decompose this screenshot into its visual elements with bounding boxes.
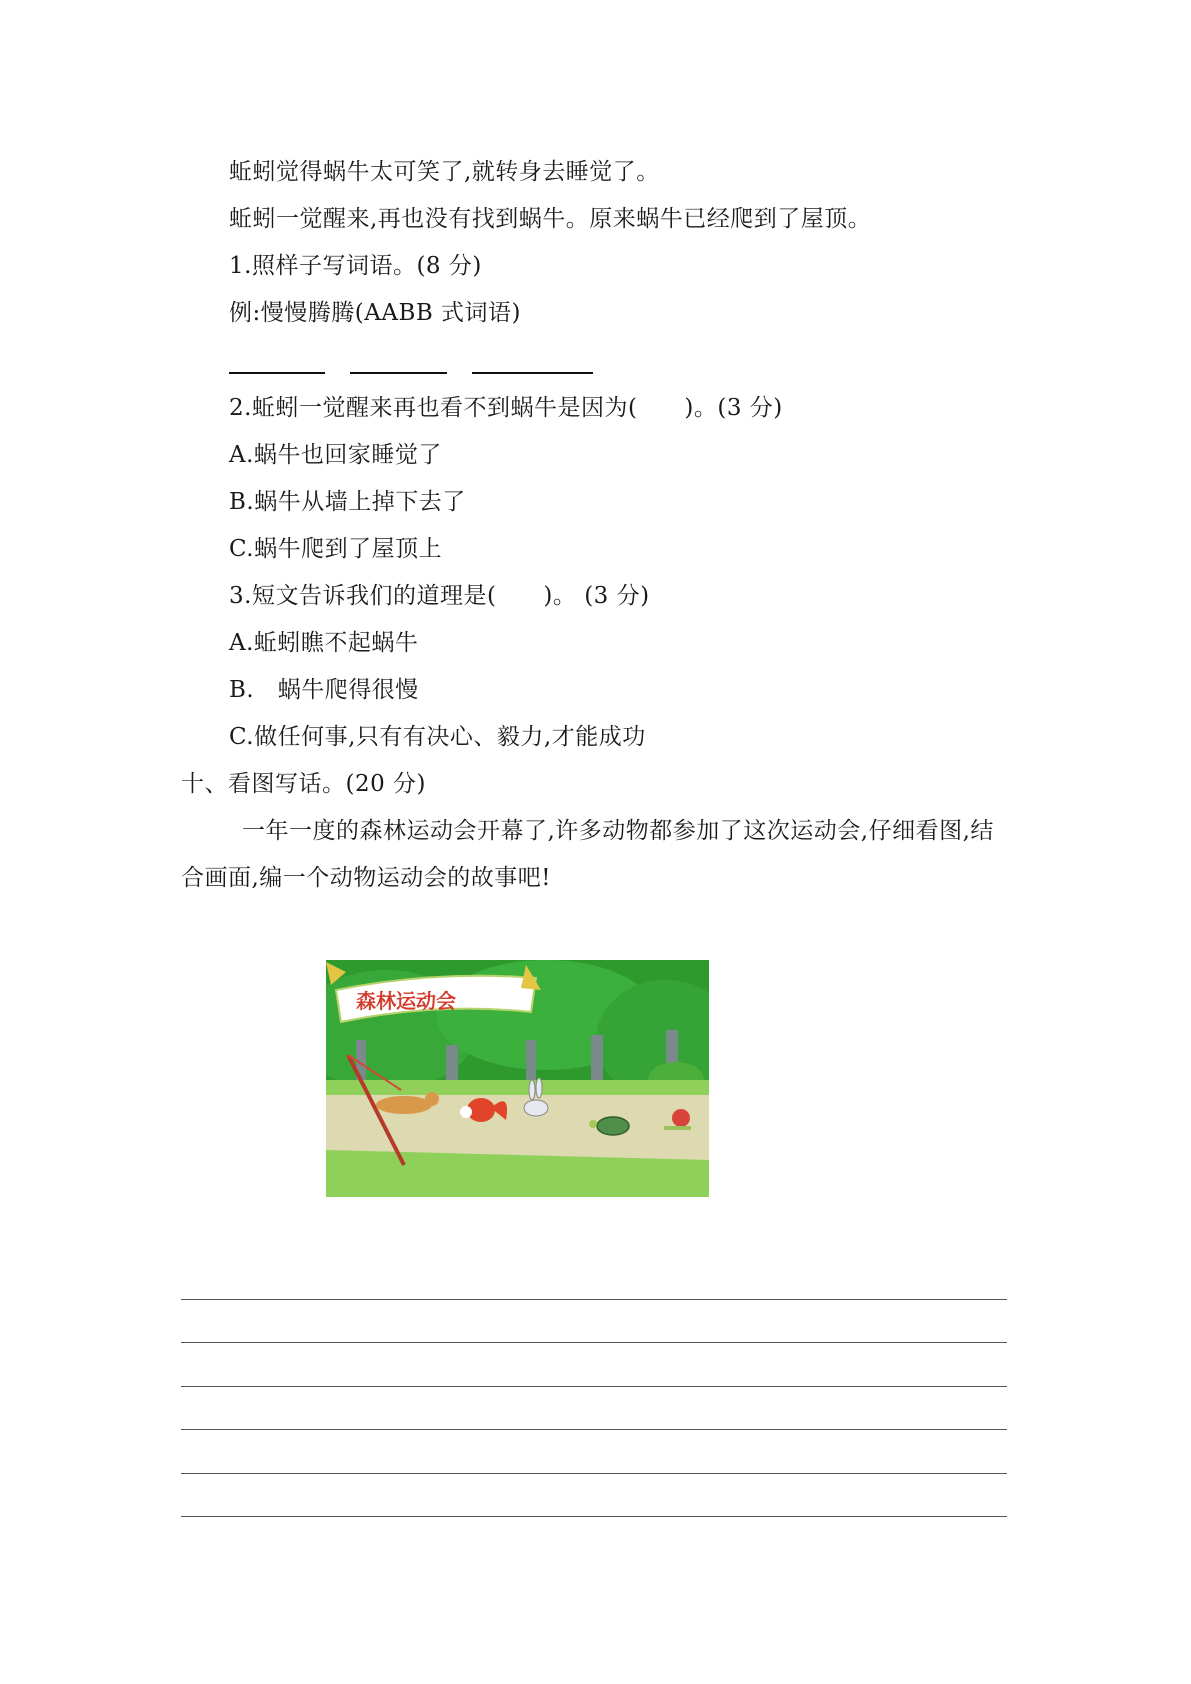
question-2-option-c[interactable]: C.蜗牛爬到了屋顶上 — [229, 536, 443, 562]
question-2-title: 2.蚯蚓一觉醒来再也看不到蜗牛是因为( )。(3 分) — [229, 395, 783, 421]
answer-blank-1[interactable] — [229, 372, 325, 374]
banner-text: 森林运动会 — [356, 989, 456, 1013]
writing-line[interactable] — [181, 1342, 1007, 1343]
question-3-option-b[interactable]: B. 蜗牛爬得很慢 — [229, 677, 419, 703]
section-10-title: 十、看图写话。(20 分) — [181, 771, 427, 797]
question-1-example: 例:慢慢腾腾(AABB 式词语) — [229, 300, 522, 326]
question-3-title: 3.短文告诉我们的道理是( )。 (3 分) — [229, 583, 650, 609]
writing-line[interactable] — [181, 1299, 1007, 1300]
section-10-prompt: 一年一度的森林运动会开幕了,许多动物都参加了这次运动会,仔细看图,结合画面,编一个动物运动会的故事吧! — [181, 818, 994, 891]
question-3-option-c[interactable]: C.做任何事,只有有决心、毅力,才能成功 — [229, 724, 646, 750]
story-line-1: 蚯蚓觉得蜗牛太可笑了,就转身去睡觉了。 — [229, 159, 660, 185]
answer-blank-3[interactable] — [472, 372, 593, 374]
question-3-option-a[interactable]: A.蚯蚓瞧不起蜗牛 — [229, 630, 419, 656]
forest-sports-meeting-picture — [326, 960, 709, 1197]
question-1-title: 1.照样子写词语。(8 分) — [229, 253, 482, 279]
question-2-option-a[interactable]: A.蜗牛也回家睡觉了 — [229, 442, 442, 468]
story-line-2: 蚯蚓一觉醒来,再也没有找到蜗牛。原来蜗牛已经爬到了屋顶。 — [229, 206, 872, 232]
answer-blank-2[interactable] — [350, 372, 447, 374]
writing-line[interactable] — [181, 1429, 1007, 1430]
writing-line[interactable] — [181, 1473, 1007, 1474]
writing-line[interactable] — [181, 1516, 1007, 1517]
writing-line[interactable] — [181, 1386, 1007, 1387]
question-2-option-b[interactable]: B.蜗牛从墙上掉下去了 — [229, 489, 466, 515]
